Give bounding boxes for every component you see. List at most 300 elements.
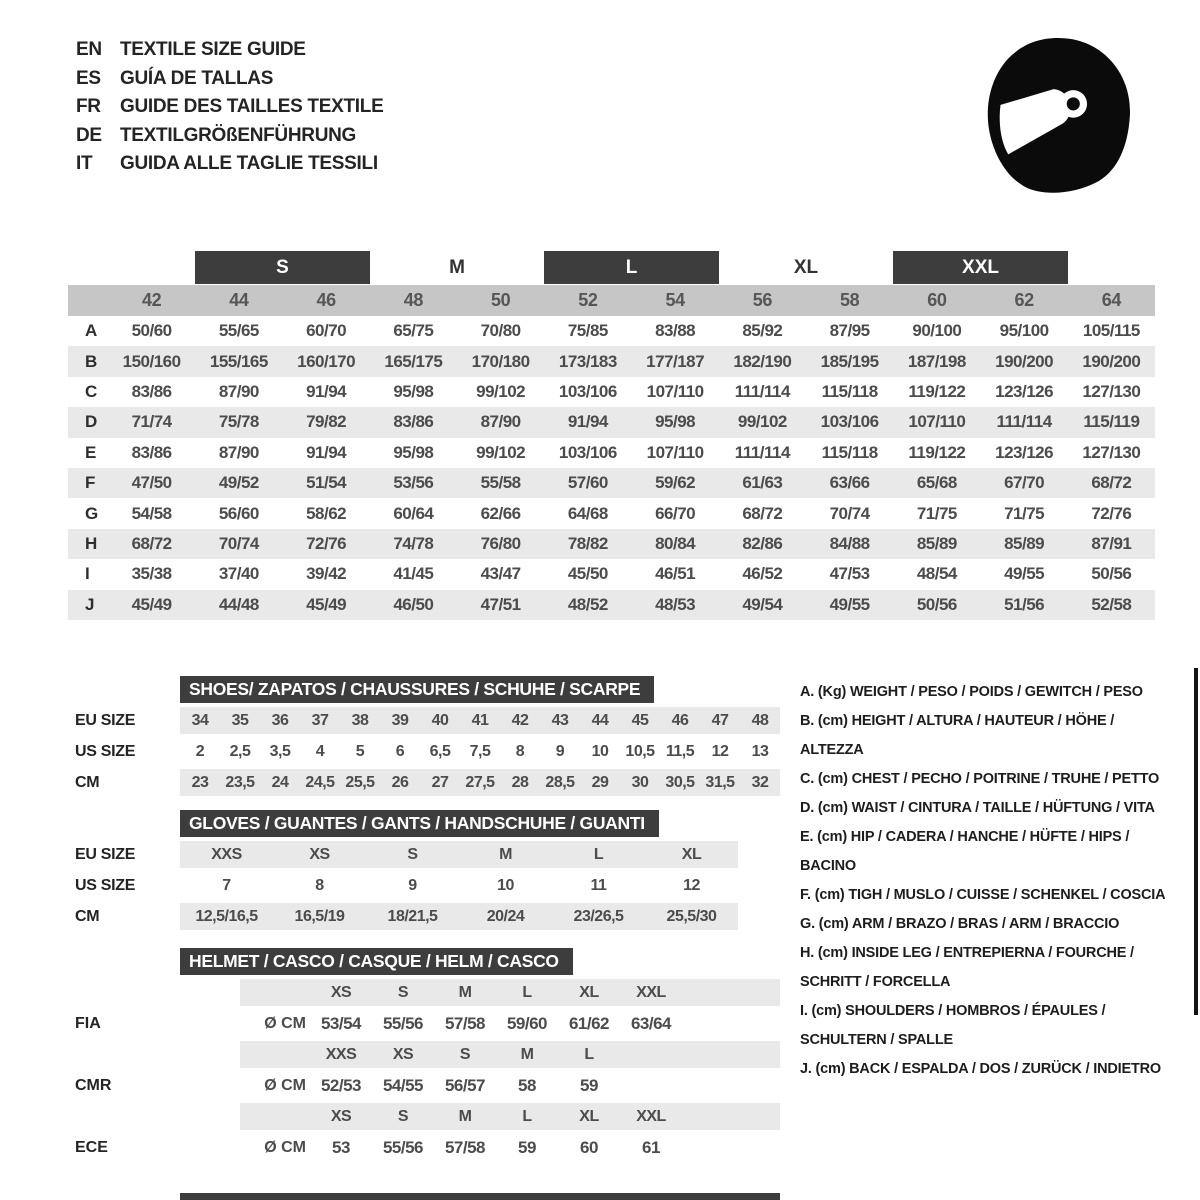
language-label: TEXTILGRÖßENFÜHRUNG <box>120 124 357 146</box>
helmet-value: 57/58 <box>444 1013 486 1033</box>
table-row <box>68 529 1155 559</box>
size-number-header-row <box>68 285 1155 316</box>
helmet-value: 57/58 <box>444 1137 486 1157</box>
diameter-unit-label: Ø CM <box>264 1138 306 1156</box>
gloves-value: XXS <box>180 841 273 868</box>
measurement-value: 50/56 <box>1091 564 1132 584</box>
helmet-data-row <box>75 1072 780 1099</box>
measurement-value: 51/56 <box>1004 594 1045 614</box>
helmet-rows <box>75 979 780 1161</box>
measurement-value: 68/72 <box>742 503 783 523</box>
gloves-value: 16,5/19 <box>273 903 366 930</box>
helmet-data-row <box>75 1134 780 1161</box>
standard-name: CMR <box>75 1076 112 1094</box>
shoes-value: 30 <box>620 769 660 796</box>
shoes-value: 32 <box>740 769 780 796</box>
gloves-row <box>75 841 780 868</box>
language-row <box>76 65 383 94</box>
measurement-value: 80/84 <box>655 533 696 553</box>
measurement-value: 107/110 <box>908 412 966 432</box>
size-number: 62 <box>1014 290 1034 310</box>
measurement-value: 87/90 <box>218 381 259 401</box>
helmet-value: 56/57 <box>444 1075 486 1095</box>
gloves-value: S <box>366 841 459 868</box>
row-label: EU SIZE <box>75 845 136 863</box>
language-code: EN <box>76 39 102 60</box>
measurement-value: 103/106 <box>820 412 879 432</box>
helmet-size-label: M <box>458 983 472 1001</box>
cropped-section-band <box>180 1193 780 1200</box>
size-number: 54 <box>665 290 685 310</box>
shoes-value: 30,5 <box>660 769 700 796</box>
shoes-rows <box>75 707 780 796</box>
measurement-value: 185/195 <box>820 351 879 371</box>
helmet-size-label: XXS <box>325 1045 357 1063</box>
shoes-value: 40 <box>420 707 460 734</box>
helmet-value: 61/62 <box>568 1013 610 1033</box>
measurement-value: 48/54 <box>916 564 957 584</box>
shoes-value: 36 <box>260 707 300 734</box>
language-row <box>76 150 383 179</box>
row-letter: H <box>85 533 98 553</box>
row-letter: F <box>85 473 96 493</box>
helmet-value: 55/56 <box>382 1137 424 1157</box>
row-label: EU SIZE <box>75 711 136 729</box>
size-number: 56 <box>752 290 772 310</box>
measurement-value: 115/119 <box>1083 412 1140 432</box>
size-band: M <box>449 256 465 278</box>
helmet-size-label: XS <box>330 983 352 1001</box>
language-code: ES <box>76 67 101 89</box>
legend-item: I. (cm) SHOULDERS / HOMBROS / ÉPAULES / SCHULTERN / SPALLE <box>800 1003 1106 1048</box>
language-title-block <box>76 36 383 179</box>
measurement-value: 103/106 <box>558 381 617 401</box>
measurement-value: 123/126 <box>995 442 1054 462</box>
shoes-value: 25,5 <box>340 769 380 796</box>
shoes-row <box>75 738 780 765</box>
shoes-value: 47 <box>700 707 740 734</box>
row-label: US SIZE <box>75 876 136 894</box>
helmet-size-label: L <box>522 983 532 1001</box>
size-number: 50 <box>491 290 511 310</box>
measurement-value: 115/118 <box>821 381 878 401</box>
measurement-value: 55/65 <box>218 321 259 341</box>
legend-item: C. (cm) CHEST / PECHO / POITRINE / TRUHE / PETTO <box>800 771 1160 787</box>
standard-name: ECE <box>75 1138 108 1156</box>
shoes-value: 2,5 <box>229 742 251 760</box>
measurement-value: 56/60 <box>218 503 259 523</box>
row-label: CM <box>75 773 100 791</box>
measurement-value: 60/64 <box>393 503 434 523</box>
gloves-value: 12 <box>683 876 700 894</box>
measurement-value: 67/70 <box>1004 473 1045 493</box>
row-label: US SIZE <box>75 742 136 760</box>
legend-item: G. (cm) ARM / BRAZO / BRAS / ARM / BRACCIO <box>800 916 1120 932</box>
measurement-value: 46/51 <box>655 564 696 584</box>
helmet-value: 58 <box>518 1075 536 1095</box>
measurement-value: 62/66 <box>480 503 521 523</box>
gloves-row <box>75 872 780 899</box>
helmet-size-label: XS <box>330 1107 352 1125</box>
measurement-value: 72/76 <box>306 533 347 553</box>
measurement-legend <box>800 678 1178 1084</box>
textile-size-table <box>68 251 1155 620</box>
measurement-value: 111/114 <box>734 381 790 401</box>
table-row <box>68 498 1155 528</box>
row-letter: I <box>85 564 90 584</box>
shoes-value: 39 <box>380 707 420 734</box>
measurement-value: 66/70 <box>655 503 696 523</box>
measurement-value: 95/98 <box>393 442 434 462</box>
measurement-value: 60/70 <box>306 321 347 341</box>
measurement-value: 95/98 <box>655 412 696 432</box>
measurement-rows <box>68 316 1155 620</box>
helmet-size-label: M <box>458 1107 472 1125</box>
row-letter: G <box>85 503 99 523</box>
measurement-value: 127/130 <box>1082 442 1141 462</box>
helmet-size-label: M <box>520 1045 534 1063</box>
measurement-value: 99/102 <box>476 442 526 462</box>
shoes-value: 28 <box>500 769 540 796</box>
measurement-value: 78/82 <box>567 533 608 553</box>
helmet-sizes-row <box>75 1041 780 1068</box>
measurement-value: 107/110 <box>646 381 704 401</box>
helmet-size-label: L <box>584 1045 594 1063</box>
shoes-value: 48 <box>740 707 780 734</box>
shoes-value: 35 <box>220 707 260 734</box>
measurement-value: 160/170 <box>297 351 356 371</box>
row-letter: B <box>85 351 98 371</box>
size-number: 48 <box>403 290 423 310</box>
legend-item: B. (cm) HEIGHT / ALTURA / HAUTEUR / HÖHE / ALTEZZA <box>800 713 1115 758</box>
measurement-value: 127/130 <box>1082 381 1141 401</box>
measurement-value: 170/180 <box>471 351 530 371</box>
helmet-value: 55/56 <box>382 1013 424 1033</box>
shoes-value: 27 <box>420 769 460 796</box>
measurement-value: 43/47 <box>480 564 521 584</box>
measurement-value: 91/94 <box>306 381 347 401</box>
measurement-value: 83/86 <box>393 412 434 432</box>
measurement-value: 70/80 <box>480 321 521 341</box>
measurement-value: 48/53 <box>655 594 696 614</box>
shoes-value: 2 <box>195 742 205 760</box>
shoes-value: 10,5 <box>625 742 655 760</box>
helmet-size-label: S <box>397 983 409 1001</box>
size-band: L <box>544 251 719 284</box>
measurement-value: 75/78 <box>218 412 259 432</box>
measurement-value: 95/100 <box>999 321 1049 341</box>
shoes-value: 43 <box>540 707 580 734</box>
measurement-value: 46/52 <box>742 564 783 584</box>
shoes-value: 44 <box>580 707 620 734</box>
measurement-value: 76/80 <box>480 533 521 553</box>
helmet-value: 59 <box>518 1137 536 1157</box>
measurement-value: 58/62 <box>306 503 347 523</box>
shoes-value: 9 <box>555 742 565 760</box>
gloves-value: M <box>459 841 552 868</box>
measurement-value: 70/74 <box>829 503 870 523</box>
legend-item: A. (Kg) WEIGHT / PESO / POIDS / GEWITCH / PESO <box>800 684 1143 700</box>
legend-item: H. (cm) INSIDE LEG / ENTREPIERNA / FOURCHE / SCHRITT / FORCELLA <box>800 945 1134 990</box>
gloves-value: L <box>552 841 645 868</box>
measurement-value: 119/122 <box>908 442 966 462</box>
shoes-value: 8 <box>515 742 525 760</box>
measurement-value: 82/86 <box>742 533 783 553</box>
size-band: XXL <box>893 251 1068 284</box>
measurement-value: 50/56 <box>916 594 957 614</box>
measurement-value: 115/118 <box>821 442 878 462</box>
shoes-value: 12 <box>711 742 729 760</box>
measurement-value: 71/75 <box>1004 503 1045 523</box>
measurement-value: 87/90 <box>480 412 521 432</box>
shoes-value: 46 <box>660 707 700 734</box>
gloves-value: 20/24 <box>459 903 552 930</box>
language-code: FR <box>76 96 101 117</box>
gloves-value: 10 <box>497 876 514 894</box>
shoes-row <box>75 707 780 734</box>
gloves-section <box>75 810 780 930</box>
language-row <box>76 93 383 122</box>
measurement-value: 70/74 <box>218 533 259 553</box>
shoes-value: 4 <box>315 742 325 760</box>
measurement-value: 83/88 <box>655 321 696 341</box>
shoes-value: 42 <box>500 707 540 734</box>
measurement-value: 47/50 <box>131 473 172 493</box>
measurement-value: 182/190 <box>733 351 792 371</box>
gloves-value: 12,5/16,5 <box>180 903 273 930</box>
language-label: GUIDA ALLE TAGLIE TESSILI <box>120 153 378 174</box>
gloves-value: 18/21,5 <box>366 903 459 930</box>
racing-helmet-icon <box>972 30 1146 198</box>
size-number: 64 <box>1101 290 1121 310</box>
gloves-rows <box>75 841 780 930</box>
measurement-value: 71/74 <box>131 412 172 432</box>
shoes-value: 27,5 <box>460 769 500 796</box>
gloves-value: 9 <box>408 876 417 894</box>
gloves-value: XS <box>273 841 366 868</box>
gloves-row <box>75 903 780 930</box>
shoes-value: 45 <box>620 707 660 734</box>
shoes-value: 23,5 <box>220 769 260 796</box>
shoes-value: 24 <box>260 769 300 796</box>
shoes-value: 23 <box>180 769 220 796</box>
diameter-unit-label: Ø CM <box>264 1076 306 1094</box>
helmet-value: 52/53 <box>320 1075 362 1095</box>
size-number: 60 <box>927 290 947 310</box>
gloves-value: 8 <box>315 876 324 894</box>
measurement-value: 87/95 <box>829 321 870 341</box>
language-label: TEXTILE SIZE GUIDE <box>120 39 306 60</box>
measurement-value: 79/82 <box>306 412 347 432</box>
measurement-value: 71/75 <box>916 503 957 523</box>
measurement-value: 65/68 <box>916 473 957 493</box>
measurement-value: 37/40 <box>218 564 259 584</box>
legend-item: F. (cm) TIGH / MUSLO / CUISSE / SCHENKEL / COSCIA <box>800 887 1166 903</box>
shoes-value: 31,5 <box>700 769 740 796</box>
shoes-section <box>75 676 780 796</box>
measurement-value: 49/52 <box>218 473 259 493</box>
table-row <box>68 468 1155 498</box>
measurement-value: 50/60 <box>131 321 172 341</box>
measurement-value: 111/114 <box>996 412 1052 432</box>
measurement-value: 49/55 <box>829 594 870 614</box>
measurement-value: 45/49 <box>131 594 172 614</box>
language-code: IT <box>76 153 93 174</box>
measurement-value: 48/52 <box>567 594 608 614</box>
shoes-value: 37 <box>300 707 340 734</box>
measurement-value: 35/38 <box>131 564 172 584</box>
helmet-section <box>75 948 780 1161</box>
size-number: 44 <box>229 290 249 310</box>
measurement-value: 90/100 <box>912 321 962 341</box>
measurement-value: 83/86 <box>131 381 172 401</box>
helmet-data-row <box>75 1010 780 1037</box>
measurement-value: 91/94 <box>306 442 347 462</box>
measurement-value: 49/55 <box>1004 564 1045 584</box>
helmet-size-label: XS <box>392 1045 414 1063</box>
measurement-value: 165/175 <box>384 351 443 371</box>
helmet-value: 59 <box>580 1075 598 1095</box>
row-letter: C <box>85 381 98 401</box>
table-row <box>68 316 1155 346</box>
right-edge-line <box>1194 668 1198 1015</box>
shoes-value: 34 <box>180 707 220 734</box>
helmet-value: 53 <box>332 1137 350 1157</box>
row-letter: A <box>85 321 98 341</box>
measurement-value: 187/198 <box>907 351 966 371</box>
shoes-value: 28,5 <box>540 769 580 796</box>
diameter-unit-label: Ø CM <box>264 1014 306 1032</box>
measurement-value: 54/58 <box>131 503 172 523</box>
helmet-size-label: L <box>522 1107 532 1125</box>
size-band: S <box>195 251 370 284</box>
measurement-value: 51/54 <box>306 473 347 493</box>
measurement-value: 85/89 <box>916 533 957 553</box>
measurement-value: 64/68 <box>567 503 608 523</box>
measurement-value: 91/94 <box>567 412 608 432</box>
row-label: CM <box>75 907 100 925</box>
measurement-value: 177/187 <box>646 351 705 371</box>
language-label: GUÍA DE TALLAS <box>120 67 274 89</box>
helmet-size-label: XXL <box>636 1107 666 1125</box>
row-letter: D <box>85 412 98 432</box>
measurement-value: 99/102 <box>737 412 787 432</box>
gloves-value: 25,5/30 <box>645 903 738 930</box>
measurement-value: 111/114 <box>734 442 790 462</box>
measurement-value: 85/92 <box>742 321 783 341</box>
measurement-value: 105/115 <box>1082 321 1140 341</box>
measurement-value: 99/102 <box>476 381 526 401</box>
measurement-value: 150/160 <box>122 351 181 371</box>
measurement-value: 87/91 <box>1091 533 1132 553</box>
helmet-sizes-row <box>75 1103 780 1130</box>
measurement-value: 49/54 <box>742 594 783 614</box>
measurement-value: 123/126 <box>995 381 1054 401</box>
shoes-value: 7,5 <box>469 742 491 760</box>
helmet-size-label: S <box>459 1045 471 1063</box>
measurement-value: 65/75 <box>393 321 434 341</box>
size-number: 58 <box>840 290 860 310</box>
table-row <box>68 438 1155 468</box>
language-row <box>76 122 383 151</box>
measurement-value: 87/90 <box>218 442 259 462</box>
shoes-value: 41 <box>460 707 500 734</box>
size-number: 52 <box>578 290 598 310</box>
table-row <box>68 407 1155 437</box>
measurement-value: 85/89 <box>1004 533 1045 553</box>
shoes-section-title: SHOES/ ZAPATOS / CHAUSSURES / SCHUHE / SCARPE <box>180 676 654 703</box>
table-row <box>68 346 1155 376</box>
measurement-value: 68/72 <box>131 533 172 553</box>
shoes-value: 5 <box>355 742 365 760</box>
helmet-size-label: S <box>397 1107 409 1125</box>
helmet-value: 59/60 <box>506 1013 548 1033</box>
shoes-value: 13 <box>751 742 769 760</box>
gloves-value: XL <box>645 841 738 868</box>
measurement-value: 72/76 <box>1091 503 1132 523</box>
measurement-value: 61/63 <box>742 473 783 493</box>
measurement-value: 63/66 <box>829 473 870 493</box>
helmet-size-label: XL <box>579 983 599 1001</box>
measurement-value: 39/42 <box>306 564 347 584</box>
measurement-value: 47/51 <box>480 594 521 614</box>
legend-item: E. (cm) HIP / CADERA / HANCHE / HÜFTE / HIPS / BACINO <box>800 829 1130 874</box>
shoes-value: 11,5 <box>665 742 695 760</box>
measurement-value: 83/86 <box>131 442 172 462</box>
measurement-value: 75/85 <box>567 321 608 341</box>
measurement-value: 68/72 <box>1091 473 1132 493</box>
table-row <box>68 590 1155 620</box>
measurement-value: 52/58 <box>1091 594 1132 614</box>
row-letter: J <box>85 594 95 614</box>
measurement-value: 107/110 <box>646 442 704 462</box>
helmet-value: 63/64 <box>630 1013 672 1033</box>
shoes-row <box>75 769 780 796</box>
corner-cell <box>68 285 108 316</box>
measurement-value: 44/48 <box>218 594 259 614</box>
measurement-value: 173/183 <box>558 351 617 371</box>
shoes-value: 29 <box>580 769 620 796</box>
measurement-value: 45/50 <box>567 564 608 584</box>
shoes-value: 6,5 <box>429 742 451 760</box>
helmet-size-label: XL <box>579 1107 599 1125</box>
shoes-value: 3,5 <box>269 742 291 760</box>
measurement-value: 45/49 <box>306 594 347 614</box>
measurement-value: 190/200 <box>995 351 1054 371</box>
size-number: 46 <box>316 290 336 310</box>
helmet-value: 60 <box>580 1137 598 1157</box>
shoes-value: 24,5 <box>300 769 340 796</box>
size-band-row <box>68 251 1155 284</box>
measurement-value: 190/200 <box>1082 351 1141 371</box>
measurement-value: 53/56 <box>393 473 434 493</box>
gloves-value: 23/26,5 <box>552 903 645 930</box>
standard-name: FIA <box>75 1014 101 1032</box>
helmet-section-title: HELMET / CASCO / CASQUE / HELM / CASCO <box>180 948 573 975</box>
size-number: 42 <box>142 290 162 310</box>
measurement-value: 155/165 <box>209 351 268 371</box>
helmet-sizes-row <box>75 979 780 1006</box>
measurement-value: 74/78 <box>393 533 434 553</box>
legend-item: J. (cm) BACK / ESPALDA / DOS / ZURÜCK / INDIETRO <box>800 1061 1161 1077</box>
shoes-value: 10 <box>591 742 609 760</box>
size-band: XL <box>793 256 819 278</box>
helmet-value: 53/54 <box>320 1013 362 1033</box>
language-label: GUIDE DES TAILLES TEXTILE <box>120 96 384 117</box>
shoes-value: 38 <box>340 707 380 734</box>
language-code: DE <box>76 124 102 146</box>
row-letter: E <box>85 442 97 462</box>
